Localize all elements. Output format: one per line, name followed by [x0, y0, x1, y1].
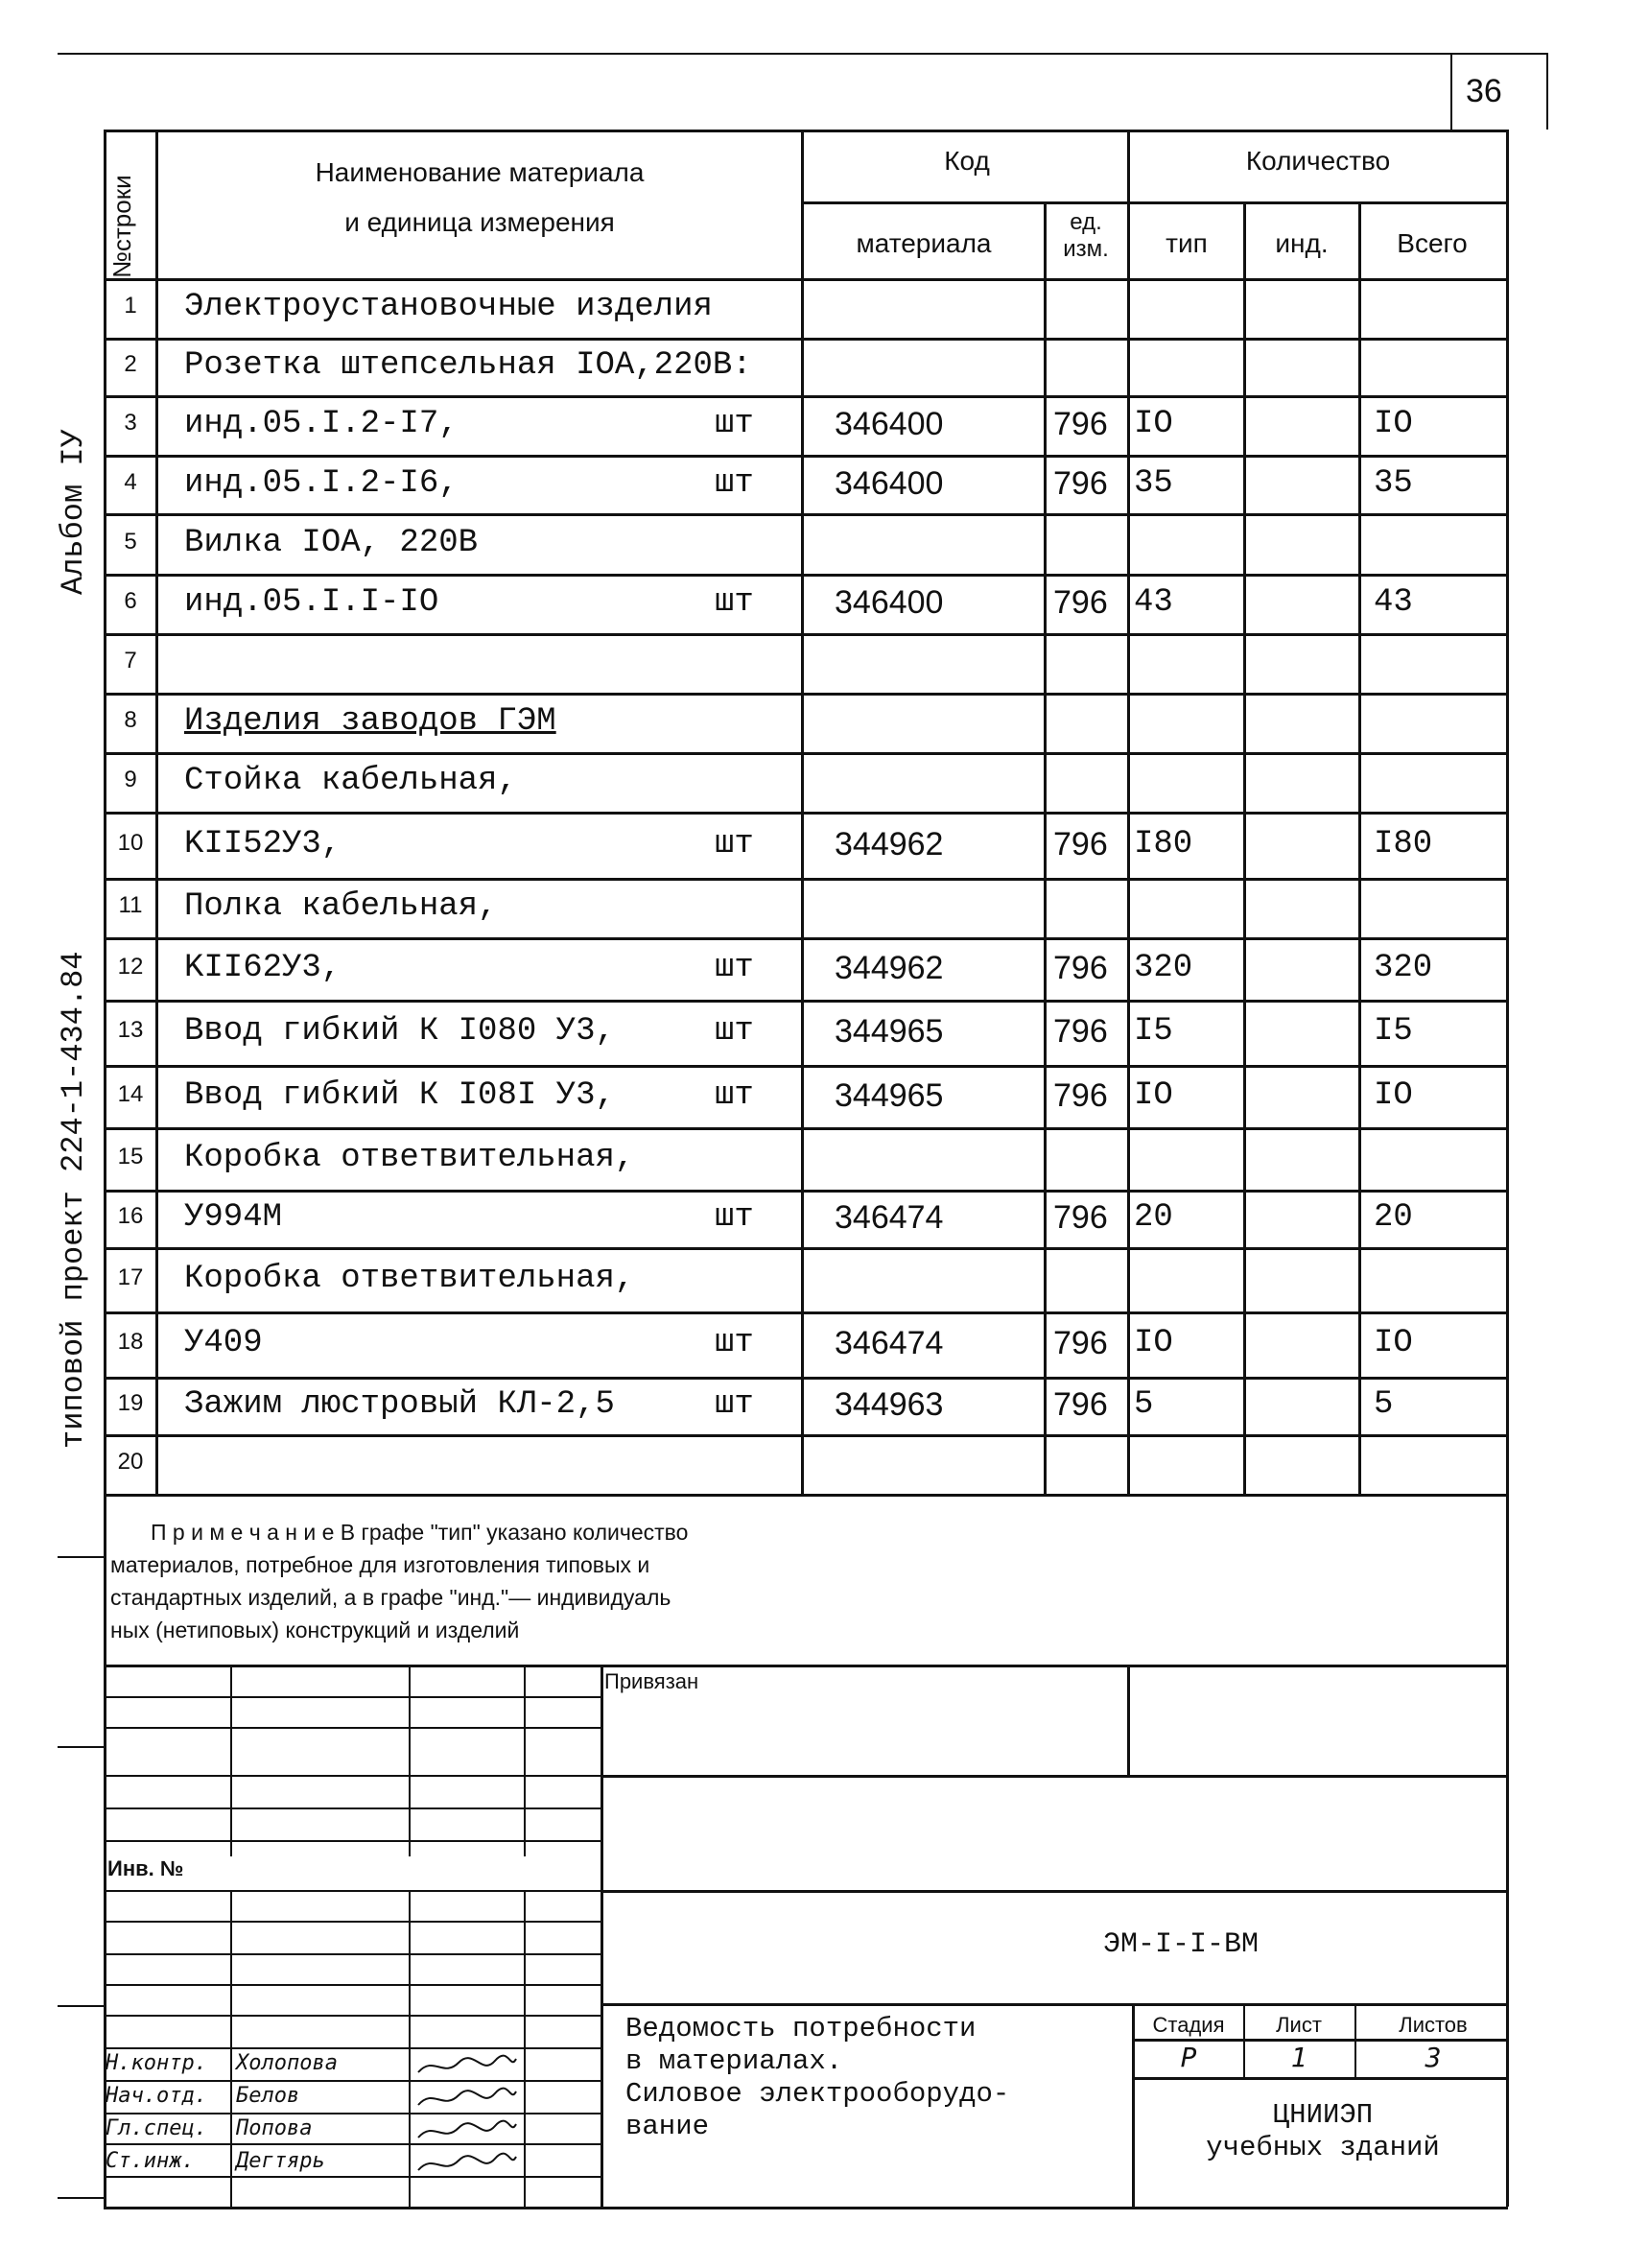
signature-rule: [104, 2176, 601, 2178]
material-name: Вилка IOA, 220B: [184, 524, 479, 561]
stage-value: Р: [1180, 2042, 1197, 2073]
qty-total: 43: [1374, 584, 1413, 621]
qty-total: 5: [1374, 1386, 1394, 1423]
table-rule: [104, 693, 1508, 696]
table-rule: [104, 1311, 1508, 1314]
note-line-3: стандартных изделий, а в графе "инд."— индивидуаль: [110, 1585, 671, 1610]
material-name: инд.05.I.2-I7,: [184, 406, 459, 442]
row-number: 16: [117, 1203, 144, 1229]
table-rule: [104, 1494, 1508, 1497]
title-line-1: Ведомость потребности: [625, 2013, 977, 2044]
header-qty-type: тип: [1166, 228, 1208, 258]
table-rule: [104, 752, 1508, 755]
title-line-2: в материалах.: [625, 2045, 843, 2077]
unit-code: 796: [1053, 1013, 1108, 1050]
row-number: 5: [124, 528, 137, 555]
unit-code: 796: [1053, 949, 1108, 986]
table-rule: [230, 1890, 232, 2207]
row-number: 17: [117, 1264, 144, 1290]
row-number: 3: [124, 410, 137, 436]
material-code: 344962: [835, 949, 944, 986]
qty-total: I80: [1374, 825, 1433, 862]
unit-code: 796: [1053, 1076, 1108, 1114]
unit-code: 796: [1053, 406, 1108, 442]
material-code: 346400: [835, 406, 944, 442]
table-rule: [104, 1000, 1508, 1003]
signature-rule: [104, 1984, 601, 1986]
table-rule: [104, 1127, 1508, 1130]
signature-rule: [104, 1890, 601, 1892]
table-rule: [104, 633, 1508, 636]
note-line-1: П р и м е ч а н и е В графе "тип" указано количество: [151, 1520, 689, 1545]
table-rule: [104, 338, 1508, 341]
table-rule: [801, 201, 1506, 204]
signature-rule: [104, 2080, 601, 2082]
signature-rule: [104, 1953, 601, 1955]
material-name: инд.05.I.2-I6,: [184, 464, 459, 502]
unit-code: 796: [1053, 464, 1108, 502]
table-rule: [409, 1890, 411, 2207]
note-line-4: ных (нетиповых) конструкций и изделий: [110, 1618, 520, 1642]
qty-type: IO: [1134, 1076, 1173, 1114]
table-rule: [104, 455, 1508, 458]
note-line-2: материалов, потребное для изготовления типовых и: [110, 1552, 650, 1577]
unit: шт: [715, 1076, 754, 1114]
signature-rule: [104, 2113, 601, 2114]
table-rule: [104, 1665, 1508, 1667]
unit: шт: [715, 949, 754, 986]
table-rule: [104, 1190, 1508, 1193]
table-rule: [601, 2003, 1508, 2006]
row-number: 12: [117, 953, 144, 980]
unit-code: 796: [1053, 584, 1108, 621]
table-rule: [524, 1665, 526, 1856]
unit-code: 796: [1053, 1386, 1108, 1423]
qty-type: I5: [1134, 1013, 1173, 1050]
table-rule: [409, 1665, 411, 1856]
table-rule: [524, 1890, 526, 2207]
sheet-value: 1: [1290, 2042, 1307, 2073]
doc-code: ЭМ-I-I-ВМ: [1103, 1928, 1260, 1961]
qty-type: 5: [1134, 1386, 1154, 1423]
header-qty-total: Всего: [1397, 228, 1468, 258]
row-number: 2: [124, 351, 137, 377]
table-rule: [104, 878, 1508, 881]
signer-role: Нач.отд.: [106, 2084, 207, 2108]
title-line-4: вание: [625, 2111, 710, 2142]
signer-name: Холопова: [236, 2051, 338, 2075]
signature-rule: [104, 1807, 601, 1809]
row-number: 18: [117, 1329, 144, 1355]
table-rule: [155, 130, 158, 1494]
qty-type: I80: [1134, 825, 1193, 862]
row-number: 9: [124, 767, 137, 792]
row-number: 20: [117, 1449, 144, 1475]
table-rule: [601, 1890, 1508, 1893]
material-name: Ввод гибкий К I080 У3,: [184, 1013, 615, 1050]
sheets-label: Листов: [1399, 2013, 1468, 2037]
unit: шт: [715, 1325, 754, 1361]
privyazan-label: Привязан: [604, 1669, 699, 1693]
material-name: Изделия заводов ГЭМ: [184, 703, 556, 740]
signature-rule: [104, 1696, 601, 1698]
material-name: Стойка кабельная,: [184, 763, 517, 799]
header-code-material: материала: [856, 228, 992, 258]
qty-total: 20: [1374, 1199, 1413, 1236]
qty-total: 320: [1374, 949, 1433, 986]
table-rule: [104, 1065, 1508, 1068]
material-code: 346400: [835, 584, 944, 621]
row-number: 13: [117, 1017, 144, 1043]
material-name: Коробка ответвительная,: [184, 1260, 635, 1297]
unit: шт: [715, 464, 754, 502]
qty-type: 20: [1134, 1199, 1173, 1236]
table-rule: [1243, 201, 1246, 1494]
table-rule: [104, 812, 1508, 815]
unit-code: 796: [1053, 1199, 1108, 1236]
header-code-unit: ед. изм.: [1063, 209, 1109, 262]
table-rule: [1127, 1665, 1130, 1775]
signature-rule: [104, 2143, 601, 2145]
material-code: 344962: [835, 825, 944, 862]
material-name: Электроустановочные изделия: [184, 289, 713, 325]
table-rule: [1358, 201, 1361, 1494]
org-line-1: ЦНИИЭП: [1272, 2099, 1374, 2131]
material-code: 346474: [835, 1199, 944, 1236]
row-number: 14: [117, 1080, 144, 1107]
title-line-3: Силовое электрооборудо-: [625, 2078, 1010, 2110]
table-rule: [1132, 2003, 1135, 2207]
table-rule: [104, 1247, 1508, 1250]
qty-type: IO: [1134, 406, 1173, 442]
title-text: [625, 2013, 1009, 2143]
material-code: 344965: [835, 1013, 944, 1050]
row-number: 8: [124, 707, 137, 733]
table-rule: [104, 130, 106, 1494]
row-number: 19: [117, 1390, 144, 1416]
sheets-value: 3: [1425, 2042, 1442, 2073]
note: [110, 1516, 688, 1646]
material-name: Коробка ответвительная,: [184, 1139, 635, 1176]
table-rule: [104, 937, 1508, 940]
unit: шт: [715, 825, 754, 862]
page-number: 36: [1466, 73, 1502, 109]
header-code: Код: [944, 146, 990, 176]
material-code: 344965: [835, 1076, 944, 1114]
unit: шт: [715, 584, 754, 621]
side-album-label: Альбом IУ: [56, 429, 91, 595]
table-rule: [104, 1377, 1508, 1380]
signature-scribble-icon: [414, 2118, 520, 2150]
table-rule: [1127, 130, 1130, 1494]
signer-role: Ст.инж.: [106, 2149, 195, 2173]
table-rule: [601, 1665, 603, 2207]
unit: шт: [715, 1199, 754, 1236]
table-rule: [104, 574, 1508, 577]
org-line-2: учебных зданий: [1206, 2132, 1440, 2163]
qty-type: 35: [1134, 464, 1173, 502]
signature-scribble-icon: [414, 2151, 520, 2183]
unit: шт: [715, 1386, 754, 1423]
row-number: 7: [124, 648, 137, 673]
material-name: Полка кабельная,: [184, 888, 498, 925]
unit-code: 796: [1053, 1325, 1108, 1361]
signature-rule: [104, 1840, 601, 1842]
material-name: Зажим люстровый КЛ-2,5: [184, 1386, 615, 1423]
material-name: У409: [184, 1325, 263, 1361]
table-rule: [104, 395, 1508, 398]
signature-scribble-icon: [414, 2086, 520, 2117]
sheet-label: Лист: [1276, 2013, 1322, 2037]
signer-role: Гл.спец.: [106, 2116, 207, 2140]
inv-no-label: Инв. №: [107, 1856, 184, 1880]
material-code: 344963: [835, 1386, 944, 1423]
header-name-line1: Наименование материала: [315, 157, 645, 187]
qty-type: 320: [1134, 949, 1193, 986]
table-rule: [104, 2207, 1508, 2209]
material-name: KII52У3,: [184, 825, 341, 862]
material-name: инд.05.I.I-IO: [184, 584, 439, 621]
material-code: 346400: [835, 464, 944, 502]
signer-name: Дегтярь: [236, 2149, 325, 2173]
signature-rule: [104, 1727, 601, 1729]
stage-divider: [1132, 2077, 1506, 2080]
table-rule: [104, 278, 1508, 281]
table-rule: [1506, 130, 1509, 1494]
table-rule: [601, 1775, 1508, 1778]
qty-total: I5: [1374, 1013, 1413, 1050]
material-name: Розетка штепсельная IOA,220B:: [184, 347, 752, 384]
signature-rule: [104, 1921, 601, 1923]
unit: шт: [715, 1013, 754, 1050]
header-name-line2: и единица измерения: [344, 207, 615, 237]
unit-code: 796: [1053, 825, 1108, 862]
unit: шт: [715, 406, 754, 442]
signer-name: Попова: [236, 2116, 313, 2140]
signature-rule: [104, 2015, 601, 2017]
qty-total: IO: [1374, 1325, 1413, 1361]
row-number: 1: [124, 293, 137, 319]
table-rule: [104, 1434, 1508, 1437]
table-rule: [1044, 201, 1047, 1494]
signature-rule: [104, 1775, 601, 1777]
material-name: KII62У3,: [184, 949, 341, 986]
qty-total: IO: [1374, 1076, 1413, 1114]
header-qty-ind: инд.: [1275, 228, 1329, 258]
signature-rule: [104, 2047, 601, 2049]
signer-role: Н.контр.: [106, 2051, 207, 2075]
table-rule: [230, 1665, 232, 1856]
signature-scribble-icon: [414, 2053, 520, 2085]
qty-total: 35: [1374, 464, 1413, 502]
header-row-no: №строки: [107, 175, 136, 278]
header-qty: Количество: [1245, 146, 1391, 176]
table-rule: [104, 513, 1508, 516]
material-code: 346474: [835, 1325, 944, 1361]
qty-total: IO: [1374, 406, 1413, 442]
material-name: Ввод гибкий К I08I У3,: [184, 1076, 615, 1114]
qty-type: IO: [1134, 1325, 1173, 1361]
qty-type: 43: [1134, 584, 1173, 621]
material-name: У994М: [184, 1199, 283, 1236]
row-number: 6: [124, 588, 137, 614]
table-rule: [104, 130, 1508, 132]
table-rule: [801, 130, 804, 1494]
side-project-label: типовой проект 224-1-434.84: [56, 951, 91, 1449]
row-number: 11: [118, 892, 143, 918]
row-number: 4: [124, 468, 137, 495]
row-number: 10: [117, 829, 144, 856]
signer-name: Белов: [236, 2084, 300, 2108]
stage-label: Стадия: [1152, 2013, 1225, 2037]
row-number: 15: [117, 1143, 144, 1169]
